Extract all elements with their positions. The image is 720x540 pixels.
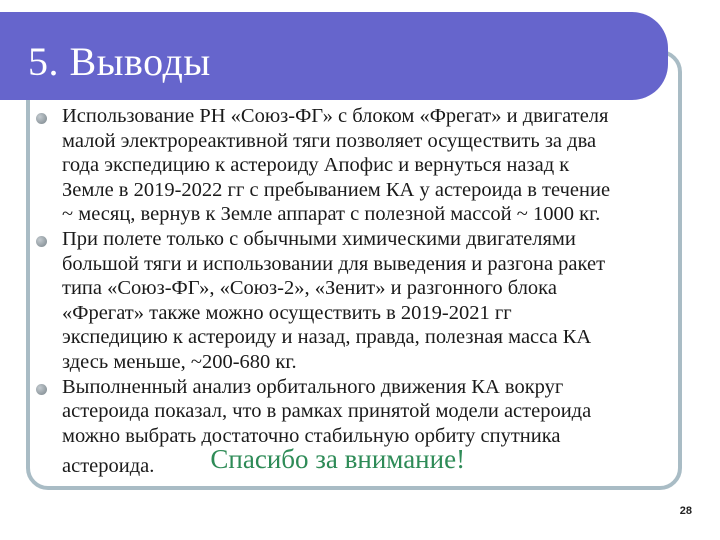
bullet-item: [36, 104, 686, 227]
bullet-line: малой электрореактивной тяги позволяет осуществить за два: [62, 129, 597, 152]
bullet-line: года экспедицию к астероиду Апофис и вернуться назад к: [62, 154, 570, 177]
thank-you-text: Спасибо за внимание!: [210, 444, 466, 475]
bullet-line: Выполненный анализ орбитального движения КА вокруг: [62, 375, 564, 398]
slide-title: 5. Выводы: [28, 39, 211, 84]
bullet-line: астероида показал, что в рамках принятой модели астероида: [62, 400, 592, 423]
bullet-line: При полете только с обычными химическими двигателями: [62, 227, 576, 250]
bullet-list: [36, 104, 686, 479]
bullet-line: типа «Союз-ФГ», «Союз-2», «Зенит» и разгонного блока: [62, 277, 557, 300]
bullet-line: здесь меньше, ~200-680 кг.: [62, 350, 297, 373]
bullet-line: большой тяги и использовании для выведения и разгона ракет: [62, 252, 606, 275]
bullet-item: [36, 375, 686, 480]
bullet-last-word: астероида.: [62, 455, 155, 478]
slide-number: 28: [679, 505, 692, 517]
bullet-line: экспедицию к астероиду и назад, правда, полезная масса КА: [62, 326, 592, 349]
bullet-line: Земле в 2019-2022 гг с пребыванием КА у астероида в течение: [62, 178, 611, 201]
bullet-dot-icon: [36, 384, 47, 395]
bullet-line: Использование РН «Союз-ФГ» с блоком «Фрегат» и двигателя: [62, 105, 609, 127]
bullet-item: [36, 227, 686, 375]
bullet-dot-icon: [36, 236, 47, 247]
bullet-last-line: [62, 444, 686, 479]
title-bar: [0, 12, 668, 100]
bullet-line: ~ месяц, вернув к Земле аппарат с полезной массой ~ 1000 кг.: [62, 203, 601, 226]
bullet-line: «Фрегат» также можно осуществить в 2019-2021 гг: [62, 301, 512, 324]
bullet-dot-icon: [36, 113, 47, 124]
bullet-line: можно выбрать достаточно стабильную орбиту спутника: [62, 424, 561, 447]
